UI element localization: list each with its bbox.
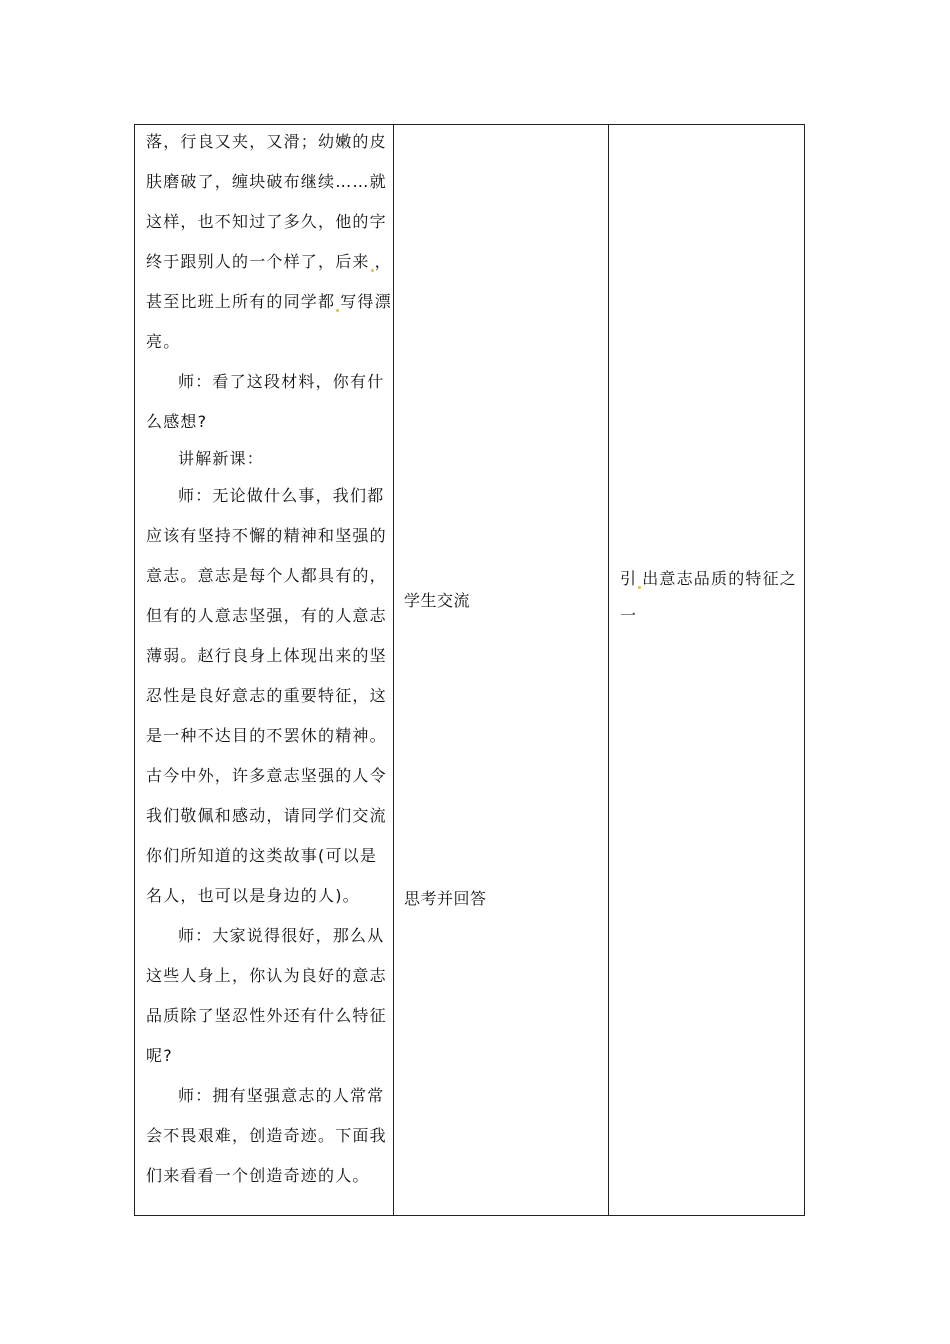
text-line: 应该有坚持不懈的精神和坚强的 [146, 526, 387, 545]
text-line: 们来看看一个创造奇迹的人。 [146, 1166, 370, 1185]
text-span: 甚至比班上所有的同学都 [146, 292, 336, 311]
design-intent-line [620, 569, 797, 589]
text-line: 这样，也不知过了多久，他的字 [146, 212, 387, 231]
text-line: 但有的人意志坚强，有的人意志 [146, 606, 387, 625]
text-line: 师：看了这段材料，你有什 [178, 372, 385, 391]
text-line: 是一种不达目的不罢休的精神。 [146, 726, 387, 745]
text-line: 品质除了坚忍性外还有什么特征 [146, 1006, 387, 1025]
lesson-plan-table [134, 124, 805, 1216]
text-line: 终于跟别人的一个样了，后来 ， [146, 252, 392, 271]
marker-dot [336, 309, 339, 312]
text-line: 古今中外，许多意志坚强的人令 [146, 766, 387, 785]
text-span: 写得漂 [340, 292, 392, 311]
text-line: 肤磨破了，缠块破布继续……就 [146, 172, 387, 191]
student-activity-answer: 思考并回答 [404, 889, 487, 908]
section-heading: 讲解新课： [178, 449, 265, 468]
design-intent-line: 一 [620, 606, 638, 625]
text-line: 会不畏艰难，创造奇迹。下面我 [146, 1126, 387, 1145]
text-line: 你们所知道的这类故事(可以是 [146, 846, 378, 865]
text-line [146, 292, 392, 312]
text-line: 薄弱。赵行良身上体现出来的坚 [146, 646, 387, 665]
text-span: 终于跟别人的一个样了，后来 [146, 252, 370, 271]
text-span: 出意志品质的特征之 [642, 569, 798, 588]
text-line: 亮。 [146, 332, 181, 351]
text-line: 意志。意志是每个人都具有的， [146, 566, 387, 585]
marker-dot [638, 586, 641, 589]
student-activity-column [394, 125, 608, 1215]
text-line: 名人，也可以是身边的人)。 [146, 886, 360, 905]
text-line: 忍性是良好意志的重要特征，这 [146, 686, 387, 705]
text-line: 师：拥有坚强意志的人常常 [178, 1086, 385, 1105]
text-line: 落，行良又夹，又滑；幼嫩的皮 [146, 132, 387, 151]
text-line: 么感想? [146, 412, 208, 431]
marker-dot [371, 269, 374, 272]
text-line: 师：无论做什么事，我们都 [178, 486, 385, 505]
teacher-activity-column [135, 125, 393, 1215]
student-activity-exchange: 学生交流 [404, 591, 471, 610]
text-line: 师：大家说得很好，那么从 [178, 926, 385, 945]
design-intent-column [609, 125, 805, 1215]
text-line: 呢? [146, 1046, 173, 1065]
text-line: 这些人身上，你认为良好的意志 [146, 966, 387, 985]
text-line: 我们敬佩和感动，请同学们交流 [146, 806, 387, 825]
text-span: 引 [620, 569, 638, 588]
